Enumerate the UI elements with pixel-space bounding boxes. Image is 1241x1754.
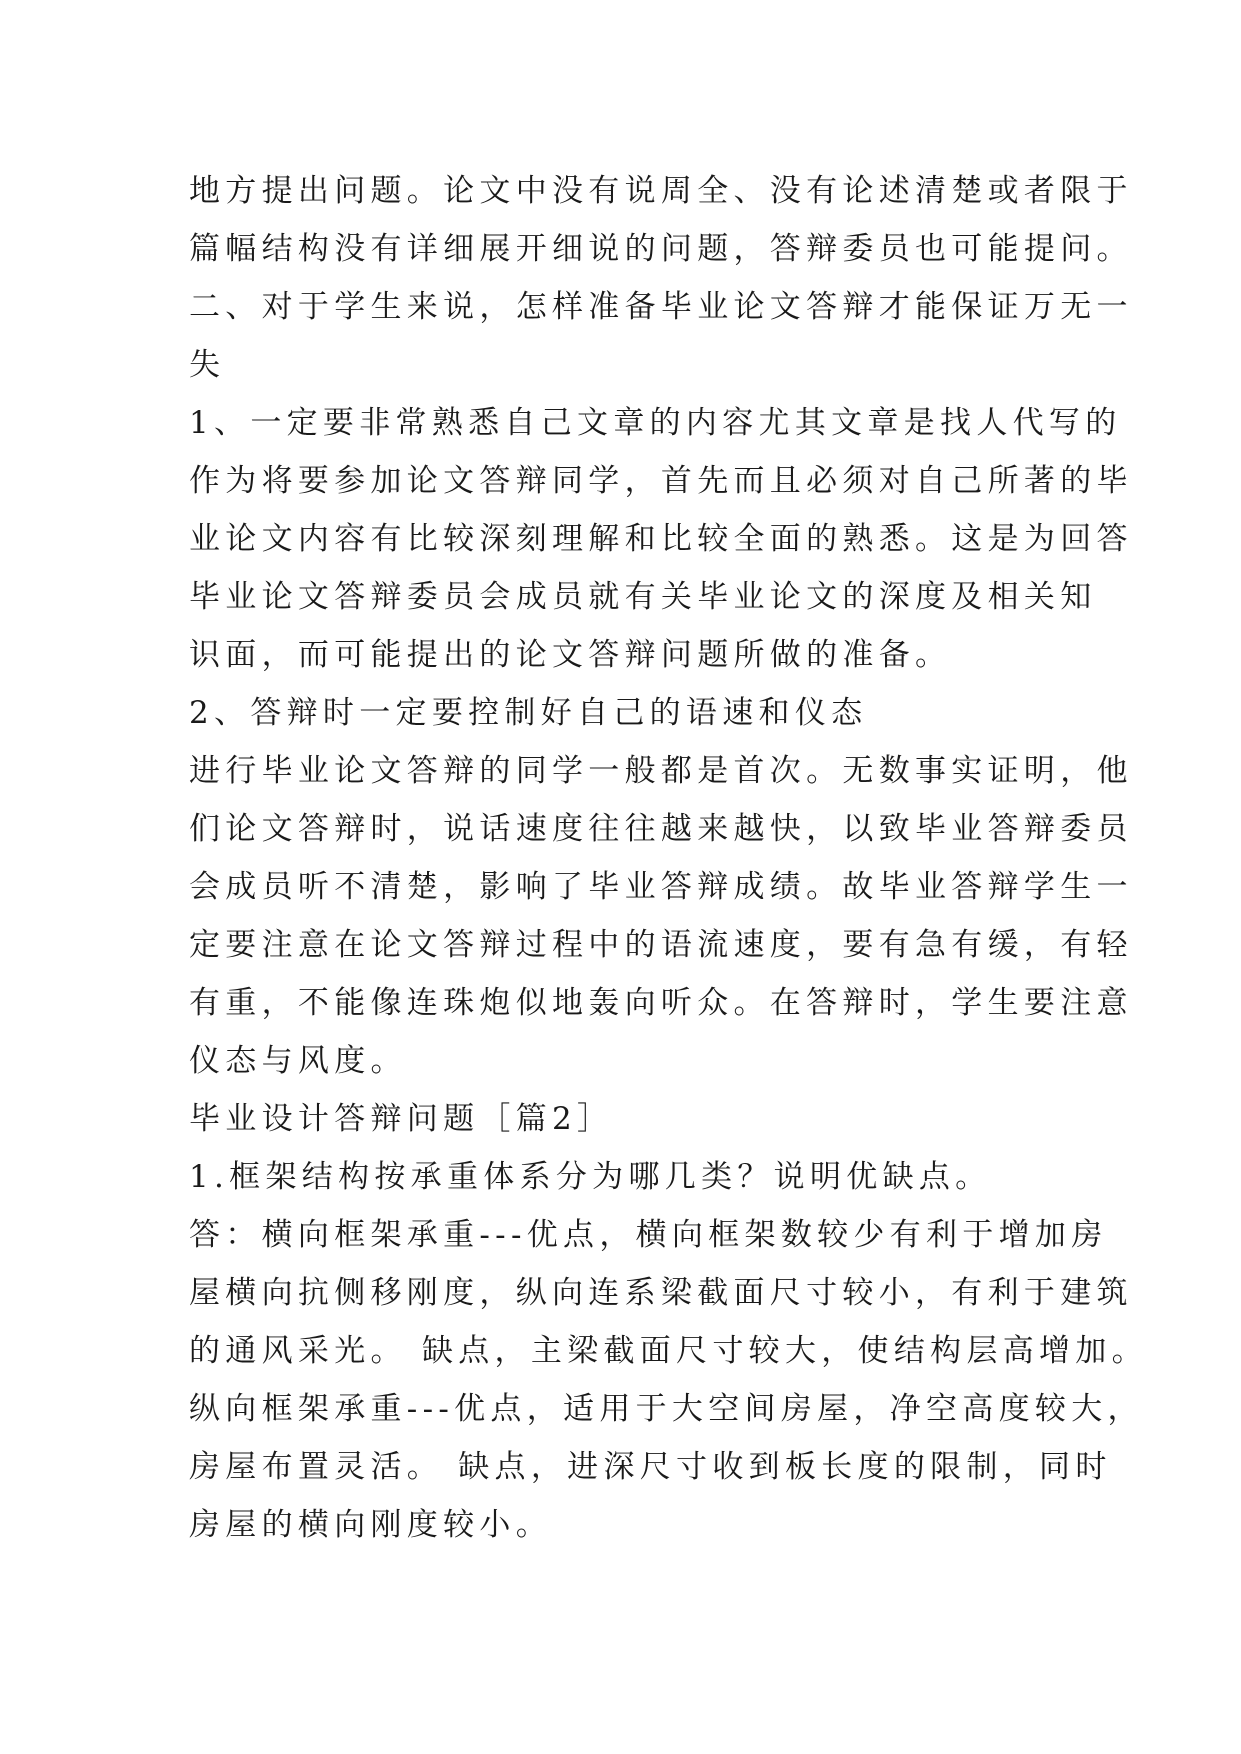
text-line: 仪态与风度。 xyxy=(189,1043,407,1079)
answer-line: 的通风采光。 缺点，主梁截面尺寸较大，使结构层高增加。 xyxy=(189,1333,1148,1369)
section-heading: 二、对于学生来说，怎样准备毕业论文答辩才能保证万无一 xyxy=(189,289,1133,325)
text-line: 地方提出问题。论文中没有说周全、没有论述清楚或者限于 xyxy=(189,173,1133,209)
text-line: 进行毕业论文答辩的同学一般都是首次。无数事实证明，他 xyxy=(189,753,1133,789)
answer-line: 屋横向抗侧移刚度，纵向连系梁截面尺寸较小，有利于建筑 xyxy=(189,1275,1133,1311)
section-title: 毕业设计答辩问题［篇2］ xyxy=(189,1101,614,1137)
question: 1.框架结构按承重体系分为哪几类？说明优缺点。 xyxy=(189,1159,992,1195)
text-line: 毕业论文答辩委员会成员就有关毕业论文的深度及相关知 xyxy=(189,579,1097,615)
text-line: 定要注意在论文答辩过程中的语流速度，要有急有缓，有轻 xyxy=(189,927,1133,963)
subheading: 2、答辩时一定要控制好自己的语速和仪态 xyxy=(189,695,868,731)
text-line: 识面，而可能提出的论文答辩问题所做的准备。 xyxy=(189,637,952,673)
answer-line: 房屋的横向刚度较小。 xyxy=(189,1507,552,1543)
section-heading: 失 xyxy=(189,347,226,383)
answer-line: 纵向框架承重---优点，适用于大空间房屋，净空高度较大， xyxy=(189,1391,1144,1427)
text-line: 们论文答辩时，说话速度往往越来越快，以致毕业答辩委员 xyxy=(189,811,1133,847)
text-line: 作为将要参加论文答辩同学，首先而且必须对自己所著的毕 xyxy=(189,463,1133,499)
subheading: 1、一定要非常熟悉自己文章的内容尤其文章是找人代写的 xyxy=(189,405,1122,441)
text-line: 会成员听不清楚，影响了毕业答辩成绩。故毕业答辩学生一 xyxy=(189,869,1133,905)
answer-line: 答：横向框架承重---优点，横向框架数较少有利于增加房 xyxy=(189,1217,1108,1253)
text-line: 有重，不能像连珠炮似地轰向听众。在答辩时，学生要注意 xyxy=(189,985,1133,1021)
body-text xyxy=(189,162,1148,1554)
text-line: 业论文内容有比较深刻理解和比较全面的熟悉。这是为回答 xyxy=(189,521,1133,557)
answer-line: 房屋布置灵活。 缺点，进深尺寸收到板长度的限制，同时 xyxy=(189,1449,1112,1485)
text-line: 篇幅结构没有详细展开细说的问题，答辩委员也可能提问。 xyxy=(189,231,1133,267)
